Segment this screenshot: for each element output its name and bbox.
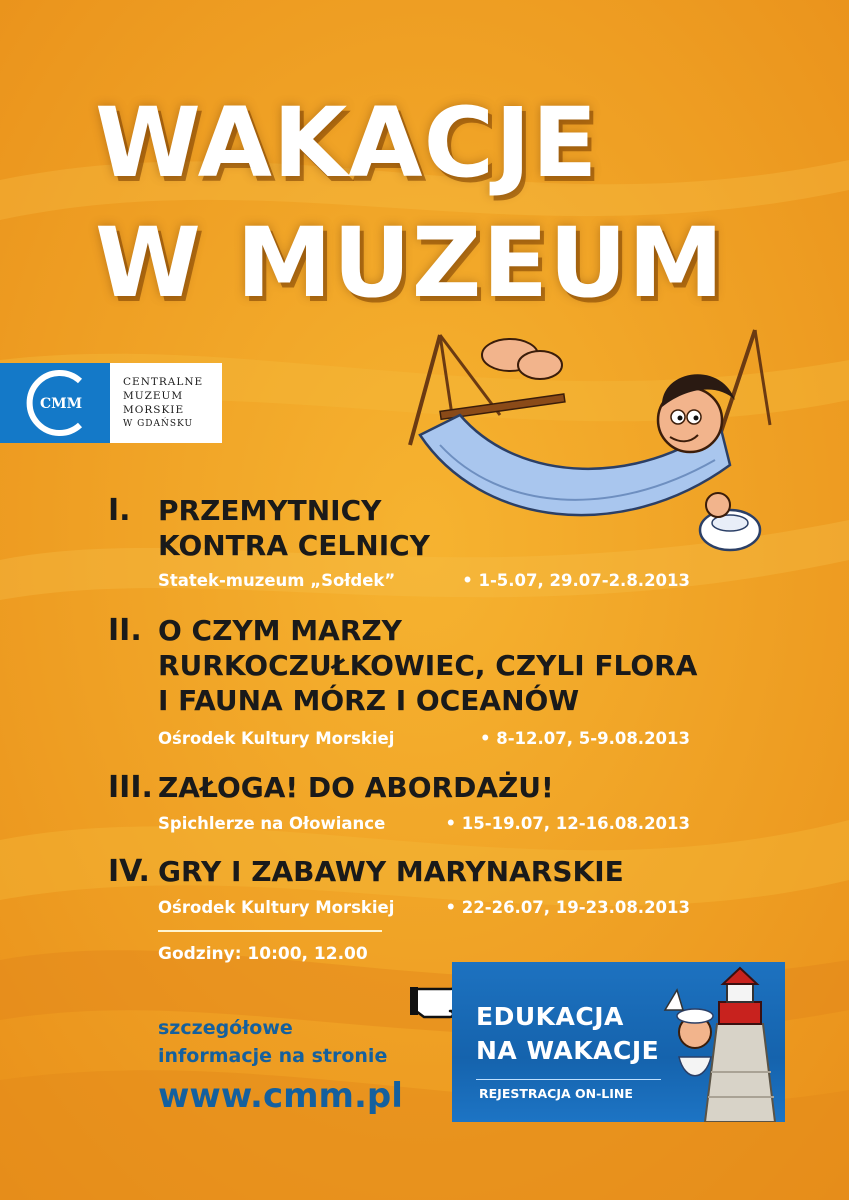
cmm-logo bbox=[0, 363, 222, 443]
program-number: I. bbox=[108, 493, 131, 528]
program-dates: • 22-26.07, 19-23.08.2013 bbox=[445, 898, 690, 917]
online-registration-link[interactable]: REJESTRACJA ON-LINE bbox=[479, 1086, 633, 1101]
banner-title-line: EDUKACJA bbox=[476, 1002, 624, 1031]
program-place: Ośrodek Kultury Morskiej bbox=[158, 729, 395, 748]
program-title-line: ZAŁOGA! DO ABORDAŻU! bbox=[158, 771, 554, 804]
cmm-initials: CMM bbox=[40, 396, 83, 412]
program-title-line: KONTRA CELNICY bbox=[158, 529, 430, 562]
logo-line: CENTRALNE bbox=[123, 376, 204, 388]
program-title-line: GRY I ZABAWY MARYNARSKIE bbox=[158, 855, 624, 888]
poster-title-line-1: WAKACJE bbox=[95, 87, 599, 199]
poster-title-line-2: W MUZEUM bbox=[95, 207, 725, 319]
program-dates: • 1-5.07, 29.07-2.8.2013 bbox=[462, 571, 690, 590]
program-title-line: O CZYM MARZY bbox=[158, 614, 402, 647]
program-number: III. bbox=[108, 770, 153, 805]
info-line: informacje na stronie bbox=[158, 1045, 388, 1067]
program-place: Statek-muzeum „Sołdek” bbox=[158, 571, 396, 590]
info-text bbox=[158, 1014, 387, 1070]
logo-line: MORSKIE bbox=[123, 404, 185, 416]
banner-title bbox=[476, 1000, 659, 1068]
program-title bbox=[158, 493, 430, 563]
program-title bbox=[158, 613, 697, 718]
website-link[interactable]: www.cmm.pl bbox=[158, 1076, 403, 1116]
logo-line: MUZEUM bbox=[123, 390, 184, 402]
opening-hours: Godziny: 10:00, 12.00 bbox=[158, 944, 368, 964]
info-line: szczegółowe bbox=[158, 1017, 293, 1039]
program-title bbox=[158, 854, 624, 889]
program-dates: • 15-19.07, 12-16.08.2013 bbox=[445, 814, 690, 833]
program-title-line: PRZEMYTNICY bbox=[158, 494, 382, 527]
program-place: Ośrodek Kultury Morskiej bbox=[158, 898, 395, 917]
boy-in-hammock-illustration bbox=[400, 315, 780, 575]
program-place: Spichlerze na Ołowiance bbox=[158, 814, 386, 833]
program-title bbox=[158, 770, 554, 805]
registration-banner[interactable] bbox=[452, 962, 785, 1122]
program-title-line: I FAUNA MÓRZ I OCEANÓW bbox=[158, 684, 580, 717]
banner-title-line: NA WAKACJE bbox=[476, 1036, 660, 1065]
program-number: II. bbox=[108, 613, 142, 648]
program-dates: • 8-12.07, 5-9.08.2013 bbox=[479, 729, 690, 748]
banner-divider bbox=[476, 1079, 661, 1080]
program-title-line: RURKOCZUŁKOWIEC, CZYLI FLORA bbox=[158, 649, 698, 682]
logo-line: W GDAŃSKU bbox=[123, 419, 194, 429]
hours-divider bbox=[158, 930, 382, 932]
program-number: IV. bbox=[108, 854, 150, 889]
logo-wordmark bbox=[123, 375, 219, 431]
